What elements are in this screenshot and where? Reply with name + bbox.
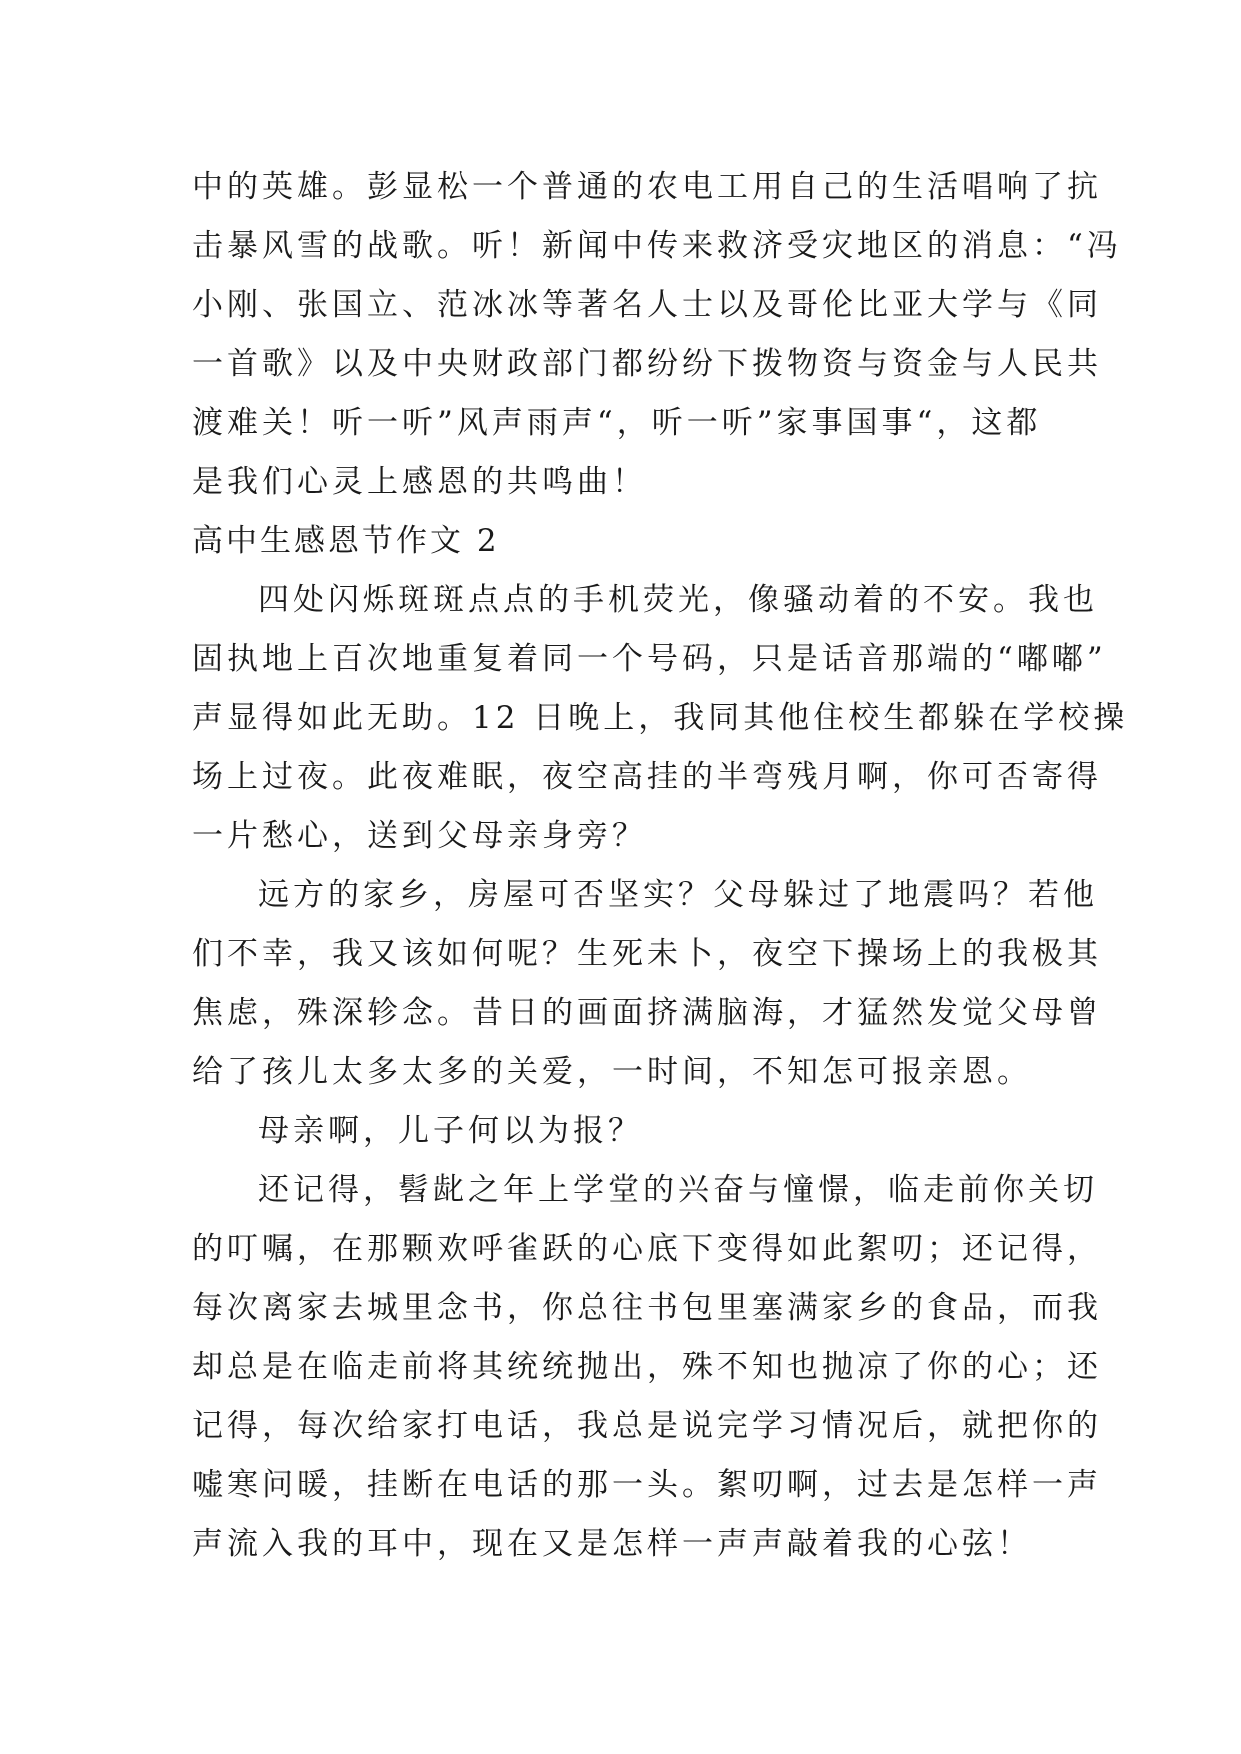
paragraph-first-line: 远方的家乡，房屋可否坚实？父母躲过了地震吗？若他	[258, 877, 1098, 913]
text-line: 每次离家去城里念书，你总往书包里塞满家乡的食品，而我	[192, 1290, 1102, 1326]
text-line: 给了孩儿太多太多的关爱，一时间，不知怎可报亲恩。	[192, 1054, 1032, 1090]
text-line: 嘘寒问暖，挂断在电话的那一头。絮叨啊，过去是怎样一声	[192, 1467, 1102, 1503]
paragraph-first-line: 还记得，髫龀之年上学堂的兴奋与憧憬，临走前你关切	[258, 1172, 1098, 1208]
text-line: 小刚、张国立、范冰冰等著名人士以及哥伦比亚大学与《同	[192, 287, 1102, 323]
paragraph-first-line: 母亲啊，儿子何以为报？	[258, 1113, 643, 1149]
text-line: 的叮嘱，在那颗欢呼雀跃的心底下变得如此絮叨；还记得，	[192, 1231, 1102, 1267]
document-page	[192, 158, 1129, 1574]
text-line: 声流入我的耳中，现在又是怎样一声声敲着我的心弦！	[192, 1526, 1032, 1562]
text-line: 击暴风雪的战歌。听！新闻中传来救济受灾地区的消息：“冯	[192, 228, 1122, 264]
text-line: 们不幸，我又该如何呢？生死未卜，夜空下操场上的我极其	[192, 936, 1102, 972]
text-line: 一首歌》以及中央财政部门都纷纷下拨物资与资金与人民共	[192, 346, 1102, 382]
text-line: 记得，每次给家打电话，我总是说完学习情况后，就把你的	[192, 1408, 1102, 1444]
text-line: 一片愁心，送到父母亲身旁？	[192, 818, 647, 854]
text-line: 固执地上百次地重复着同一个号码，只是话音那端的“嘟嘟”	[192, 641, 1107, 677]
text-line: 中的英雄。彭显松一个普通的农电工用自己的生活唱响了抗	[192, 169, 1102, 205]
text-line: 焦虑，殊深轸念。昔日的画面挤满脑海，才猛然发觉父母曾	[192, 995, 1102, 1031]
text-line: 场上过夜。此夜难眠，夜空高挂的半弯残月啊，你可否寄得	[192, 759, 1102, 795]
text-line: 却总是在临走前将其统统抛出，殊不知也抛凉了你的心；还	[192, 1349, 1102, 1385]
section-heading: 高中生感恩节作文 2	[192, 523, 500, 559]
paragraph-first-line: 四处闪烁斑斑点点的手机荧光，像骚动着的不安。我也	[258, 582, 1098, 618]
text-line: 是我们心灵上感恩的共鸣曲！	[192, 464, 647, 500]
text-line: 声显得如此无助。12 日晚上，我同其他住校生都躲在学校操	[192, 700, 1129, 736]
text-line: 渡难关！听一听”风声雨声“，听一听”家事国事“，这都	[192, 405, 1042, 441]
